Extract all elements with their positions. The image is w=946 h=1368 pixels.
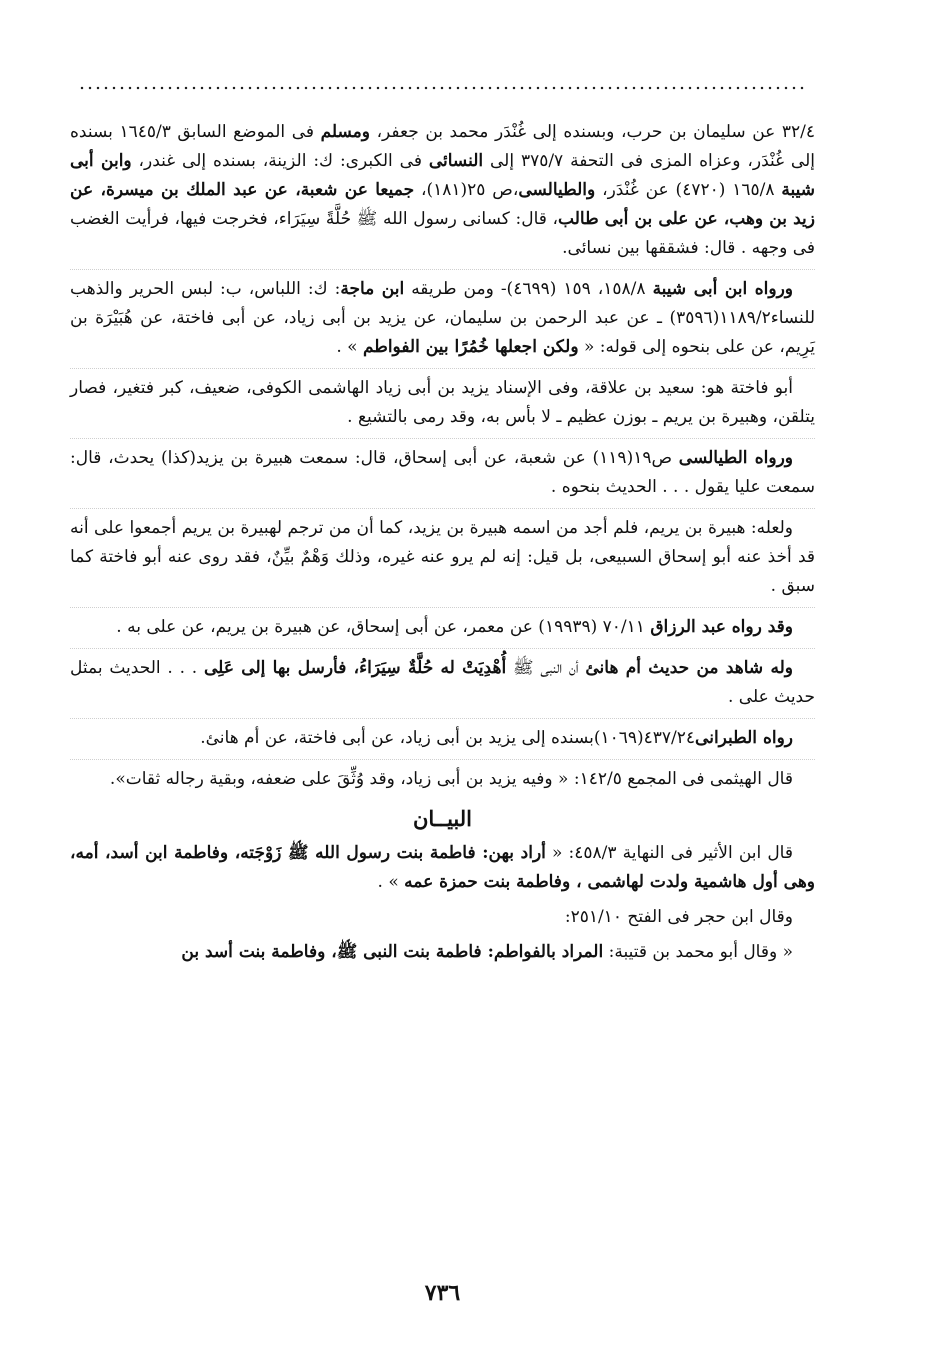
text-segment: ص١٩(١١٩) عن شعبة، عن أبى إسحاق، قال: سمعت هبيرة بن يزيد(كذا) يحدث، قال: سمعت عليا يقول . . . الحديث بنحوه .: [70, 448, 815, 497]
text-segment: فى الموضع السابق ١٦٤٥/٣ بسنده إلى غُنْدَر، وعزاه المزى فى التحفة ٣٧٥/٧ إلى: [70, 122, 815, 171]
bold-segment: ورواه الطيالسى: [678, 448, 793, 468]
bold-segment: ورواه ابن أبى شيبة: [652, 279, 794, 299]
page-number: ٧٣٦: [424, 1280, 461, 1306]
text-segment: وقال ابن حجر فى الفتح ٢٥١/١٠:: [564, 907, 793, 927]
paragraph: [70, 438, 815, 502]
paragraph: [70, 759, 815, 794]
text-segment: ٤٣٧/٢٤(١٠٦٩)بسنده إلى يزيد بن أبى زياد، عن أبى فاختة، عن أم هانئ.: [200, 728, 696, 748]
text-segment: قال الهيثمى فى المجمع ١٤٢/٥: « وفيه يزيد بن أبى زياد، وقد وُثِّقَ على ضعفه، وبقية رجاله ثقات».: [109, 769, 793, 789]
bold-segment: وابن أبى شيبة: [70, 151, 815, 200]
text-segment: ١٥٨/٨، ١٥٩ (٤٦٩٩)- ومن طريقه: [404, 279, 653, 299]
page-body: [70, 118, 815, 973]
paragraph: [70, 718, 815, 753]
text-segment: » .: [336, 337, 363, 357]
text-segment: : ك: اللباس، ب: لبس الحرير والذهب للنساء١١٨٩/٢(٣٥٩٦) ـ عن عبد الرحمن بن سليمان، عن يزيد بن أبى زياد، عن أبى فاختة، عن هُبَيْرَة بن يَرِيم، عن على بنحوه إلى قوله: «: [70, 279, 815, 357]
paragraph: [70, 648, 815, 712]
dotted-separator: [78, 86, 808, 90]
text-segment: ١٦٥/٨ (٤٧٢٠) عن غُنْدَر،: [595, 180, 782, 200]
text-segment: « وقال أبو محمد بن قتيبة:: [603, 942, 793, 962]
paragraph: [70, 269, 815, 362]
paragraph: [70, 938, 815, 967]
bold-segment: جميعا عن شعبة، عن عبد الملك بن ميسرة، عن زيد بن وهب، عن على بن أبى طالب: [70, 180, 815, 229]
text-segment: ولعله: هبيرة بن يريم، فلم أجد من اسمه هبيرة بن يزيد، كما أن من ترجم لهبيرة بن يريم أجمعوا على أنه قد أخذ عنه أبو إسحاق السبيعى، بل قيل: إنه لم يرو عنه غيره، وذلك وَهْمٌ بيِّنٌ، فقد روى عنه أبو فاختة كما سبق .: [70, 518, 815, 596]
paragraph: [70, 508, 815, 601]
takhrij-section: [70, 118, 815, 794]
bold-segment: ومسلم: [320, 122, 370, 142]
bold-segment: رواه الطبرانى: [695, 728, 793, 748]
text-segment: . . . الحديث بمثل حديث على .: [70, 658, 815, 707]
bold-segment: أراد بهن: فاطمة بنت رسول الله ﷺ زَوْجَته، وفاطمة ابن أسد، أمه، وهى أول هاشمية ولدت لهاشمى ، وفاطمة بنت حمزة عمه: [70, 843, 815, 892]
bold-segment: النسائى: [428, 151, 484, 171]
section-heading: البيــان: [412, 806, 473, 831]
paragraph: [70, 118, 815, 263]
text-segment: أبو فاختة هو: سعيد بن علاقة، وفى الإسناد يزيد بن أبى زياد الهاشمى الكوفى، ضعيف، كبر فتغير، فصار يتلقن، وهبيرة بن يريم ـ بوزن عظيم ـ لا بأس به، وقد رمى بالتشيع .: [70, 378, 815, 427]
text-segment: أن النبى ﷺ: [506, 658, 586, 678]
paragraph: [70, 607, 815, 642]
book-page: [70, 0, 815, 1368]
text-segment: ٧٠/١١ (١٩٩٣٩) عن معمر، عن أبى إسحاق، عن هبيرة بن يريم، عن على به .: [116, 617, 651, 637]
bold-segment: المراد بالفواطم: فاطمة بنت النبى ﷺ، وفاطمة بنت أسد بن: [181, 942, 604, 962]
text-segment: فى الكبرى: ك: الزينة، بسنده إلى غندر،: [131, 151, 429, 171]
bold-segment: وقد رواه عبد الرزاق: [650, 617, 793, 637]
paragraph: [70, 839, 815, 897]
paragraph: [70, 368, 815, 432]
text-segment: ، قال: كسانى رسول الله ﷺ حُلَّةً سِيَرَاء، فخرجت فيها، فرأيت الغضب فى وجهه . قال: فشققها بين نسائى.: [70, 209, 815, 258]
paragraph: [70, 903, 815, 932]
bold-segment: والطيالسى: [518, 180, 596, 200]
text-segment: » .: [377, 872, 405, 892]
bold-segment: ابن ماجة: [340, 279, 405, 299]
bold-segment: أُهْدِيَتْ له حُلَّةٌ سِيَرَاءُ، فأرسل بها إلى عَلِى: [204, 658, 507, 678]
text-segment: قال ابن الأثير فى النهاية ٤٥٨/٣: «: [545, 843, 793, 863]
bayan-section: [70, 839, 815, 967]
bold-segment: ولكن اجعلها خُمُرًا بين الفواطم: [362, 337, 579, 357]
text-segment: ٣٢/٤ عن سليمان بن حرب، وبسنده إلى غُنْدَر محمد بن جعفر،: [370, 122, 815, 142]
text-segment: ،ص ٢٥(١٨١)،: [414, 180, 519, 200]
bold-segment: وله شاهد من حديث أم هانئ: [585, 658, 793, 678]
